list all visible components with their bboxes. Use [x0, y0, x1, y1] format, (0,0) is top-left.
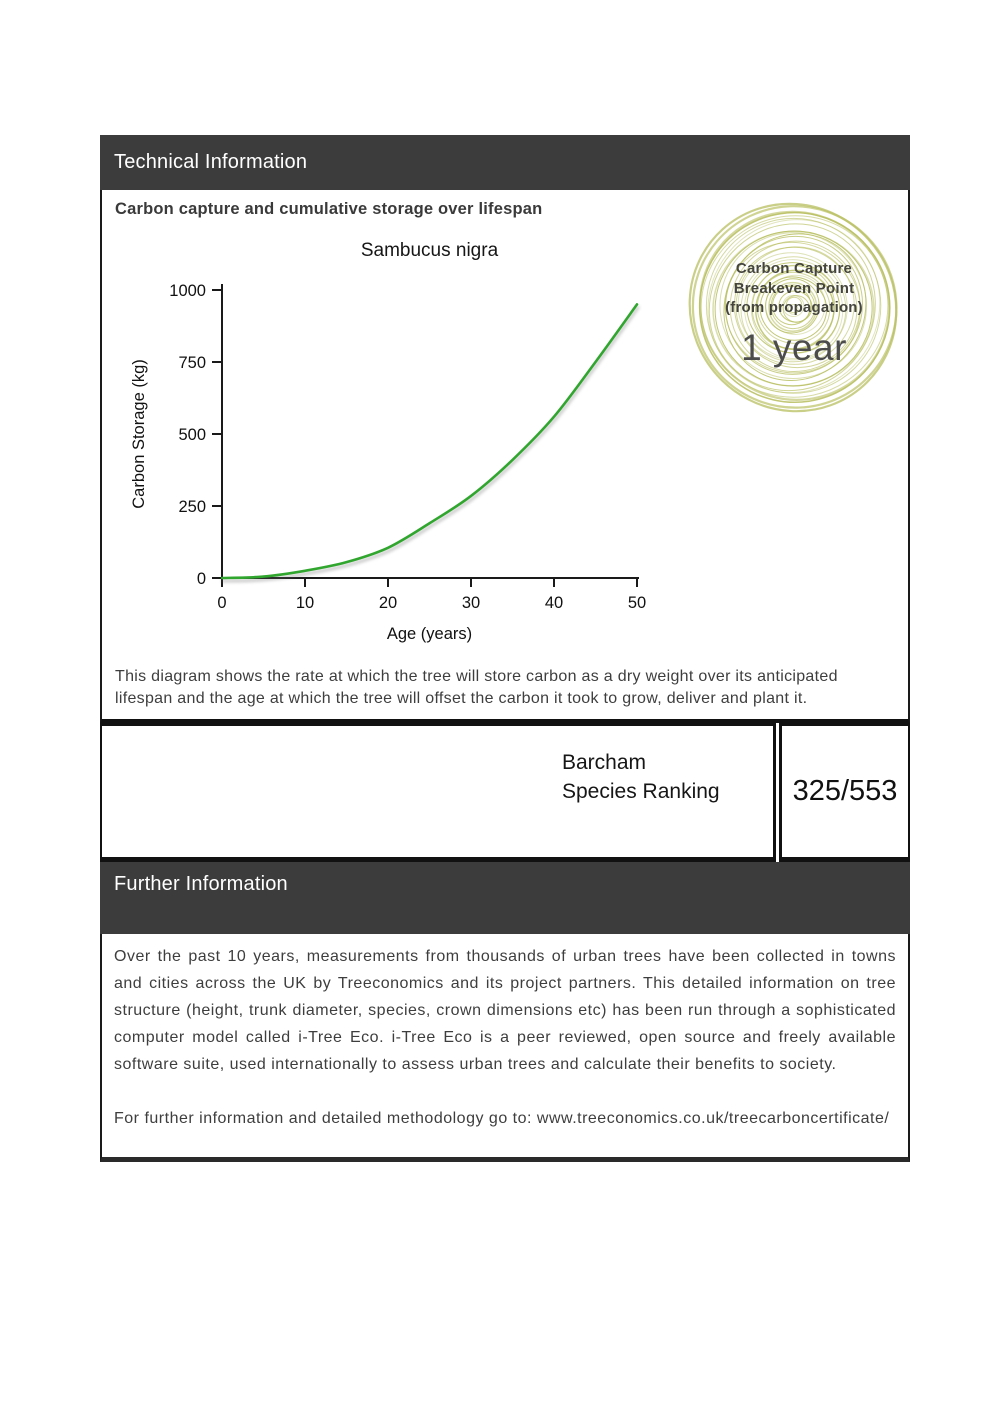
- ranking-label-line2: Species Ranking: [562, 780, 720, 803]
- further-information-title: Further Information: [114, 873, 288, 895]
- ranking-label-line1: Barcham: [562, 751, 647, 774]
- chart-description: This diagram shows the rate at which the tree will store carbon as a dry weight over its anticipated lifespan and the age at which the tree will offset the carbon it took to grow, deliver and plant it.: [115, 668, 838, 707]
- chart-section-heading: Carbon capture and cumulative storage over lifespan: [115, 200, 543, 218]
- ranking-value: 325/553: [792, 775, 898, 807]
- svg-text:0: 0: [196, 570, 206, 588]
- svg-text:1000: 1000: [169, 282, 206, 300]
- svg-text:40: 40: [544, 594, 564, 612]
- methodology-paragraph: Over the past 10 years, measurements from thousands of urban trees have been collected in towns and cities across the UK by Treeconomics and its project partners. This detailed information on tree structure (height, trunk diameter, species, crown dimensions etc) has been run through a sophisticated computer model called i-Tree Eco. i-Tree Eco is a peer reviewed, open source and freely available software suite, used internationally to assess urban trees and calculate their benefits to society.: [114, 948, 896, 1073]
- further-information-section: [100, 934, 910, 1162]
- svg-text:20: 20: [378, 594, 398, 612]
- badge-title-line3: (from propagation): [725, 299, 863, 316]
- carbon-chart-section: [100, 190, 910, 723]
- link-line-prefix: For further information and detailed methodology go to:: [114, 1110, 537, 1127]
- svg-text:0: 0: [217, 594, 227, 612]
- species-ranking-value-cell: [779, 723, 910, 862]
- breakeven-value: 1 year: [741, 326, 847, 368]
- breakeven-badge-text: [683, 201, 905, 417]
- svg-text:250: 250: [178, 498, 206, 516]
- svg-text:10: 10: [295, 594, 315, 612]
- svg-text:Carbon Storage (kg): Carbon Storage (kg): [130, 359, 148, 509]
- species-ranking-row: [100, 723, 910, 862]
- svg-text:500: 500: [178, 426, 206, 444]
- technical-information-title: Technical Information: [114, 151, 308, 173]
- breakeven-badge: [683, 201, 905, 417]
- carbon-storage-chart: [102, 230, 762, 654]
- svg-text:50: 50: [627, 594, 647, 612]
- treeconomics-url[interactable]: www.treeconomics.co.uk/treecarboncertificate/: [536, 1110, 890, 1127]
- svg-text:30: 30: [461, 594, 481, 612]
- methodology-link-line: [114, 1105, 896, 1132]
- technical-information-header: [100, 135, 910, 190]
- badge-title-line1: Carbon Capture: [735, 260, 853, 277]
- svg-text:Age (years): Age (years): [386, 625, 473, 643]
- svg-text:Sambucus nigra: Sambucus nigra: [360, 240, 499, 261]
- further-information-header: [100, 862, 910, 934]
- badge-title-line2: Breakeven Point: [733, 279, 855, 297]
- svg-text:750: 750: [178, 354, 206, 372]
- species-ranking-label-cell: [100, 723, 776, 862]
